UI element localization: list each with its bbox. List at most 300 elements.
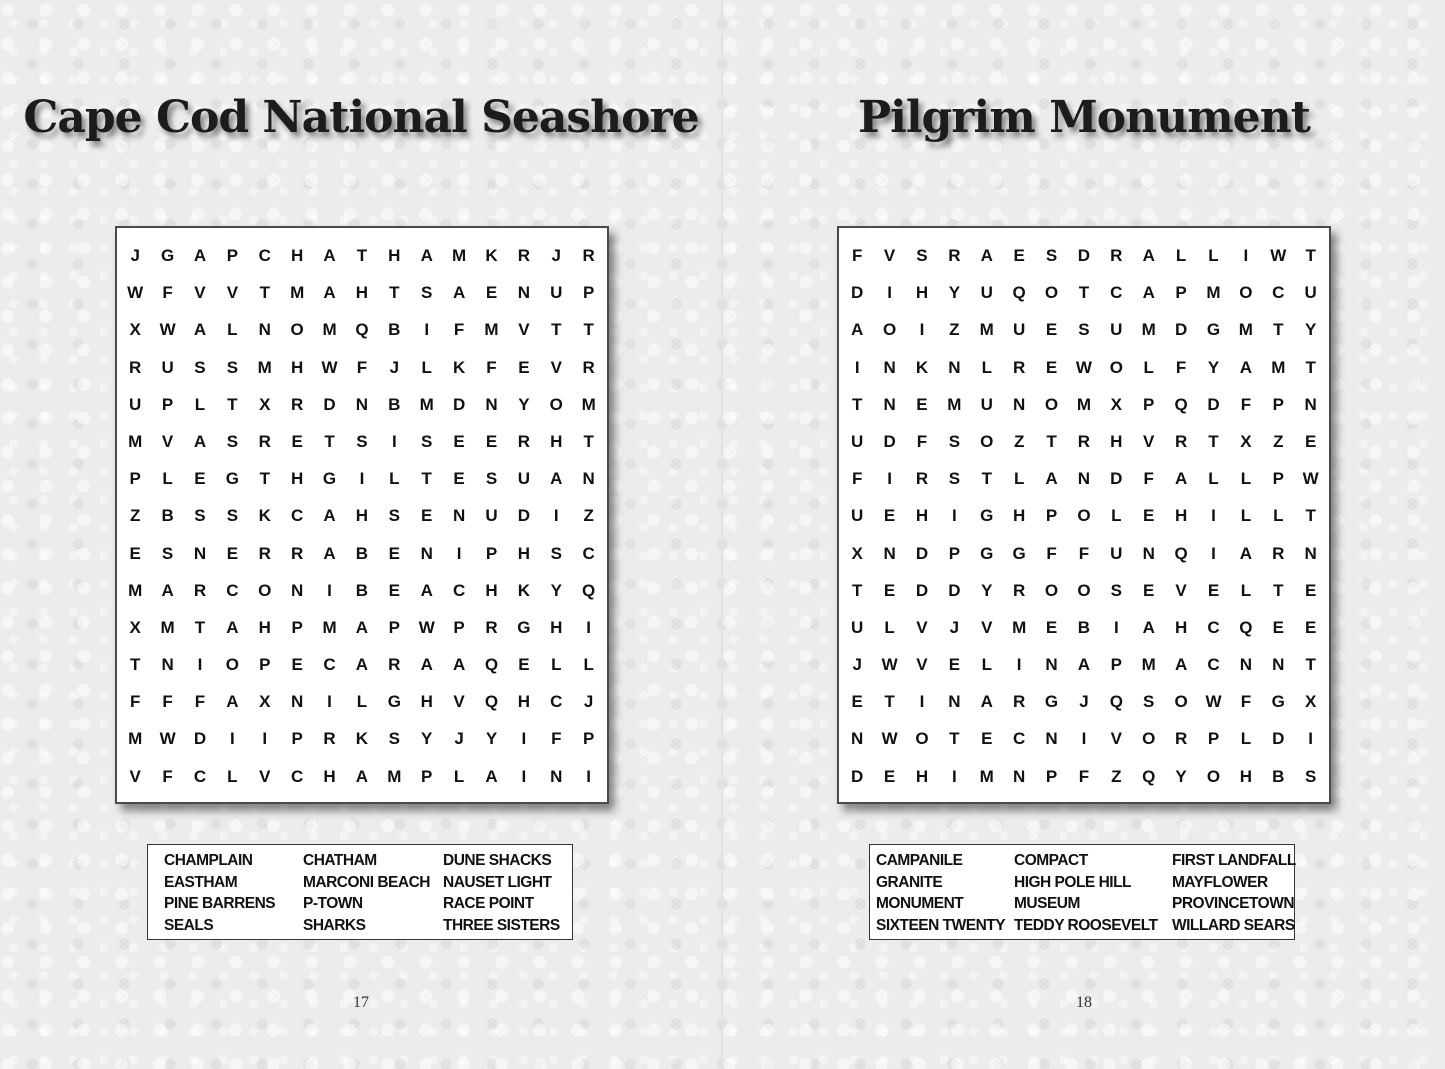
grid-letter: A (980, 692, 993, 712)
grid-letter: Y (485, 729, 498, 749)
grid-letter: H (1174, 617, 1188, 637)
grid-letter: X (851, 543, 863, 563)
grid-letter: F (356, 357, 368, 377)
grid-letter: A (355, 617, 369, 637)
grid-letter: S (948, 431, 961, 451)
grid-letter: O (882, 320, 897, 340)
grid-letter: P (1272, 469, 1284, 489)
word-list-item: CAMPANILE (876, 852, 963, 869)
grid-letter: V (226, 283, 239, 303)
grid-letter: V (550, 357, 562, 377)
grid-letter: M (979, 320, 994, 340)
grid-letter: R (258, 431, 271, 451)
grid-letter: F (162, 692, 173, 712)
grid-letter: R (948, 246, 961, 265)
grid-letter: T (259, 469, 270, 489)
grid-letter: J (551, 246, 561, 265)
grid-letter: I (919, 320, 925, 340)
grid-letter: J (130, 246, 140, 265)
grid-letter: D (1272, 729, 1285, 749)
grid-letter: P (129, 469, 141, 489)
grid-letter: U (980, 283, 993, 303)
grid-letter: J (949, 617, 960, 637)
grid-letter: T (949, 729, 960, 749)
grid-letter: I (230, 729, 235, 749)
grid-letter: T (1273, 320, 1284, 340)
grid-letter: D (948, 580, 961, 600)
grid-letter: A (851, 320, 864, 340)
grid-letter: D (193, 729, 207, 749)
grid-letter: E (388, 543, 400, 563)
grid-letter: C (291, 766, 304, 786)
word-list-item: PINE BARRENS (164, 895, 276, 912)
grid-letter: E (291, 655, 303, 675)
grid-letter: U (485, 506, 498, 526)
grid-letter: B (355, 580, 369, 600)
grid-letter: E (1304, 431, 1317, 451)
grid-letter: H (1174, 506, 1188, 526)
grid-letter: L (551, 655, 562, 675)
grid-letter: T (227, 394, 238, 414)
grid-letter: K (485, 246, 498, 265)
grid-letter: H (258, 617, 271, 637)
grid-letter: W (881, 729, 898, 749)
grid-letter: F (852, 469, 863, 489)
grid-letter: R (1110, 246, 1123, 265)
grid-letter: J (583, 692, 594, 712)
grid-letter: V (883, 246, 896, 265)
grid-letter: V (916, 617, 928, 637)
grid-letter: S (194, 506, 206, 526)
grid-letter: T (1208, 431, 1219, 451)
grid-letter: L (389, 469, 400, 489)
grid-letter: M (1141, 655, 1156, 675)
grid-letter: H (1239, 766, 1253, 786)
grid-letter: X (129, 320, 141, 340)
grid-letter: T (583, 431, 594, 451)
grid-letter: A (323, 506, 336, 526)
grid-letter: I (586, 617, 592, 637)
grid-letter: M (322, 617, 337, 637)
grid-letter: L (1208, 246, 1219, 265)
grid-letter: N (1304, 394, 1317, 414)
grid-letter: S (421, 283, 433, 303)
grid-letter: O (1239, 283, 1253, 303)
grid-letter: E (883, 506, 896, 526)
grid-letter: E (421, 506, 433, 526)
grid-letter: F (1078, 766, 1090, 786)
grid-letter: P (1272, 394, 1284, 414)
grid-letter: D (851, 766, 864, 786)
grid-letter: T (1273, 580, 1284, 600)
grid-letter: A (420, 246, 433, 265)
grid-letter: U (851, 506, 864, 526)
grid-letter: I (1211, 543, 1216, 563)
grid-letter: O (1142, 729, 1156, 749)
word-list-item: MAYFLOWER (1172, 873, 1268, 891)
word-list-item: PROVINCETOWN (1172, 895, 1295, 912)
grid-letter: L (227, 766, 238, 786)
grid-letter: E (1045, 617, 1058, 637)
grid-letter: D (1110, 469, 1123, 489)
grid-letter: E (1143, 580, 1155, 600)
grid-letter: I (1113, 617, 1119, 637)
grid-letter: A (161, 580, 174, 600)
grid-letter: O (1077, 506, 1091, 526)
grid-letter: C (1110, 283, 1123, 303)
grid-letter: Y (421, 729, 433, 749)
grid-letter: Y (948, 283, 961, 303)
grid-letter: E (1013, 246, 1025, 265)
grid-letter: H (517, 692, 531, 712)
grid-letter: P (291, 729, 303, 749)
grid-letter: T (356, 246, 368, 265)
grid-letter: S (421, 431, 433, 451)
grid-letter: X (1304, 692, 1317, 712)
grid-letter: B (1077, 617, 1091, 637)
grid-letter: Z (1273, 431, 1284, 451)
grid-letter: J (1079, 692, 1089, 712)
grid-letter: A (323, 246, 336, 265)
grid-letter: N (851, 729, 864, 749)
grid-letter: C (258, 246, 271, 265)
grid-letter: N (452, 506, 466, 526)
grid-letter: U (851, 617, 864, 637)
grid-letter: N (883, 394, 896, 414)
grid-letter: O (980, 431, 994, 451)
word-list (869, 844, 1295, 940)
grid-letter: F (1175, 357, 1187, 377)
grid-letter: W (1270, 246, 1287, 265)
grid-letter: I (424, 320, 430, 340)
grid-letter: E (388, 580, 400, 600)
grid-letter: M (290, 283, 305, 303)
word-list-item: NAUSET LIGHT (443, 873, 552, 891)
grid-letter: R (517, 246, 531, 265)
grid-letter: P (485, 543, 498, 563)
grid-letter: E (1272, 617, 1284, 637)
grid-letter: C (1013, 729, 1026, 749)
grid-letter: O (915, 729, 929, 749)
grid-letter: H (355, 506, 369, 526)
grid-letter: S (550, 543, 562, 563)
grid-letter: E (948, 655, 961, 675)
grid-letter: M (947, 394, 962, 414)
grid-letter: Y (981, 580, 993, 600)
grid-letter: B (355, 543, 369, 563)
grid-letter: H (420, 692, 433, 712)
grid-letter: E (1143, 506, 1155, 526)
grid-letter: G (980, 543, 994, 563)
grid-letter: M (452, 246, 467, 265)
grid-letter: N (1045, 729, 1058, 749)
grid-letter: Q (355, 320, 369, 340)
grid-letter: Y (550, 580, 562, 600)
grid-letter: M (484, 320, 499, 340)
grid-letter: P (582, 283, 595, 303)
grid-letter: O (1077, 580, 1091, 600)
grid-letter: I (1243, 246, 1249, 265)
grid-letter: M (1141, 320, 1156, 340)
grid-letter: Q (1109, 692, 1123, 712)
grid-letter: I (887, 283, 892, 303)
grid-letter: I (521, 766, 527, 786)
grid-letter: M (128, 729, 143, 749)
grid-letter: E (291, 431, 303, 451)
grid-letter: W (881, 655, 898, 675)
grid-letter: Z (1013, 431, 1025, 451)
grid-letter: L (1240, 469, 1252, 489)
grid-letter: O (1109, 357, 1123, 377)
grid-letter: B (1272, 766, 1285, 786)
word-list-item: SIXTEEN TWENTY (876, 916, 1006, 934)
grid-letter: G (517, 617, 531, 637)
word-list-item: DUNE SHACKS (443, 852, 552, 869)
grid-letter: X (259, 394, 271, 414)
grid-letter: D (1174, 320, 1188, 340)
grid-letter: N (291, 692, 304, 712)
grid-letter: U (161, 357, 174, 377)
grid-letter: K (355, 729, 369, 749)
grid-letter: Q (582, 580, 596, 600)
grid-letter: T (389, 283, 400, 303)
word-search-grid (119, 237, 605, 795)
grid-letter: L (453, 766, 465, 786)
grid-letter: I (521, 729, 527, 749)
grid-letter: R (915, 469, 929, 489)
grid-letter: V (916, 655, 928, 675)
grid-letter: E (453, 469, 465, 489)
grid-letter: R (323, 729, 336, 749)
grid-letter: B (388, 394, 401, 414)
word-list-item: COMPACT (1014, 852, 1088, 869)
grid-letter: P (421, 766, 433, 786)
grid-letter: V (981, 617, 993, 637)
grid-letter: E (1304, 580, 1317, 600)
grid-letter: F (916, 431, 928, 451)
grid-letter: T (551, 320, 562, 340)
grid-letter: Q (1012, 283, 1026, 303)
grid-letter: E (883, 580, 896, 600)
grid-letter: A (193, 320, 207, 340)
grid-letter: R (291, 394, 304, 414)
grid-letter: E (129, 543, 141, 563)
grid-letter: O (290, 320, 304, 340)
grid-letter: R (582, 357, 595, 377)
grid-letter: N (1013, 766, 1026, 786)
grid-letter: W (1075, 357, 1092, 377)
grid-letter: M (257, 357, 272, 377)
word-list-item: TEDDY ROOSEVELT (1014, 916, 1158, 934)
grid-letter: U (1110, 320, 1123, 340)
grid-letter: O (1044, 283, 1059, 303)
grid-letter: O (1044, 394, 1059, 414)
grid-letter: S (388, 506, 400, 526)
grid-letter: A (355, 655, 369, 675)
grid-letter: N (550, 766, 563, 786)
grid-letter: N (258, 320, 271, 340)
grid-letter: W (418, 617, 435, 637)
grid-letter: E (1304, 617, 1317, 637)
grid-letter: N (1045, 655, 1058, 675)
grid-letter: W (159, 729, 176, 749)
grid-letter: L (162, 469, 173, 489)
grid-letter: T (981, 469, 992, 489)
grid-letter: I (197, 655, 203, 675)
grid-letter: P (226, 246, 239, 265)
grid-letter: D (452, 394, 466, 414)
grid-letter: M (128, 580, 143, 600)
grid-letter: N (1077, 469, 1091, 489)
grid-letter: C (193, 766, 207, 786)
grid-letter: V (453, 692, 465, 712)
grid-letter: J (454, 729, 464, 749)
grid-letter: G (1044, 692, 1059, 712)
grid-letter: U (980, 394, 993, 414)
grid-letter: R (291, 543, 304, 563)
grid-letter: K (517, 580, 531, 600)
grid-letter: D (517, 506, 531, 526)
grid-letter: T (1046, 431, 1057, 451)
grid-letter: G (1012, 543, 1026, 563)
grid-letter: K (915, 357, 929, 377)
grid-letter: C (291, 506, 304, 526)
grid-letter: Y (1207, 357, 1220, 377)
grid-letter: F (1143, 469, 1154, 489)
grid-letter: N (291, 580, 304, 600)
grid-letter: N (193, 543, 207, 563)
grid-letter: T (852, 394, 863, 414)
grid-letter: A (420, 655, 433, 675)
grid-letter: E (194, 469, 206, 489)
grid-letter: L (1273, 506, 1284, 526)
grid-letter: I (854, 357, 860, 377)
grid-letter: A (1142, 246, 1155, 265)
grid-letter: L (981, 357, 992, 377)
word-list-item: MARCONI BEACH (303, 873, 430, 891)
grid-letter: F (1078, 543, 1090, 563)
grid-letter: E (883, 766, 896, 786)
grid-letter: L (1208, 469, 1219, 489)
grid-letter: G (1206, 320, 1221, 340)
grid-letter: G (1271, 692, 1285, 712)
grid-letter: H (291, 246, 304, 265)
grid-letter: M (322, 320, 337, 340)
page-number: 18 (1076, 994, 1092, 1011)
grid-letter: V (259, 766, 271, 786)
grid-letter: D (883, 431, 896, 451)
grid-letter: O (1044, 580, 1059, 600)
grid-letter: H (291, 357, 304, 377)
grid-letter: L (421, 357, 432, 377)
word-list-item: FIRST LANDFALL (1172, 852, 1296, 869)
grid-letter: E (226, 543, 239, 563)
grid-letter: F (852, 246, 863, 265)
grid-letter: O (1174, 692, 1188, 712)
grid-letter: A (355, 766, 369, 786)
grid-letter: H (550, 617, 563, 637)
grid-letter: R (388, 655, 401, 675)
grid-letter: S (226, 431, 239, 451)
grid-letter: D (1207, 394, 1220, 414)
grid-letter: U (550, 283, 563, 303)
grid-letter: T (1305, 655, 1316, 675)
word-list-item: SHARKS (303, 916, 366, 934)
grid-letter: X (1240, 431, 1252, 451)
grid-letter: L (1143, 357, 1154, 377)
grid-letter: I (359, 469, 365, 489)
grid-letter: F (1240, 394, 1252, 414)
grid-letter: M (128, 431, 143, 451)
grid-letter: E (518, 357, 530, 377)
word-search-grid-frame (837, 226, 1331, 804)
grid-letter: E (1207, 580, 1220, 600)
grid-letter: A (1142, 617, 1155, 637)
grid-letter: B (161, 506, 174, 526)
grid-letter: B (388, 320, 401, 340)
grid-letter: L (1240, 506, 1252, 526)
grid-letter: S (388, 729, 400, 749)
grid-letter: Q (1239, 617, 1253, 637)
grid-letter: F (453, 320, 465, 340)
grid-letter: V (194, 283, 206, 303)
grid-letter: L (1240, 580, 1252, 600)
grid-letter: L (884, 617, 895, 637)
grid-letter: L (1111, 506, 1122, 526)
grid-letter: T (1078, 283, 1090, 303)
grid-letter: M (387, 766, 402, 786)
grid-letter: Q (1174, 543, 1188, 563)
grid-letter: M (1076, 394, 1092, 414)
grid-letter: V (161, 431, 174, 451)
grid-letter: W (127, 283, 144, 303)
grid-letter: F (1240, 692, 1252, 712)
grid-letter: S (1045, 246, 1058, 265)
grid-letter: L (1175, 246, 1187, 265)
grid-letter: N (517, 283, 531, 303)
grid-letter: X (259, 692, 271, 712)
grid-letter: M (1271, 357, 1286, 377)
grid-letter: Z (583, 506, 594, 526)
grid-letter: Z (1111, 766, 1122, 786)
grid-letter: O (225, 655, 239, 675)
grid-letter: O (258, 580, 272, 600)
grid-letter: F (551, 729, 562, 749)
grid-letter: V (1110, 729, 1122, 749)
grid-letter: R (129, 357, 142, 377)
grid-letter: E (518, 655, 530, 675)
grid-letter: H (323, 766, 336, 786)
grid-letter: H (915, 283, 929, 303)
word-list-item: MONUMENT (876, 895, 964, 912)
grid-letter: F (194, 692, 206, 712)
grid-letter: L (981, 655, 992, 675)
grid-letter: A (1045, 469, 1058, 489)
grid-letter: R (1174, 729, 1188, 749)
grid-letter: P (291, 617, 303, 637)
grid-letter: H (1013, 506, 1026, 526)
grid-letter: E (916, 394, 928, 414)
grid-letter: E (485, 431, 498, 451)
grid-letter: A (420, 580, 433, 600)
grid-letter: I (1211, 506, 1216, 526)
grid-letter: O (549, 394, 563, 414)
grid-letter: D (915, 543, 929, 563)
grid-letter: A (193, 431, 207, 451)
grid-letter: V (129, 766, 141, 786)
grid-letter: H (550, 431, 563, 451)
grid-letter: Q (484, 655, 499, 675)
